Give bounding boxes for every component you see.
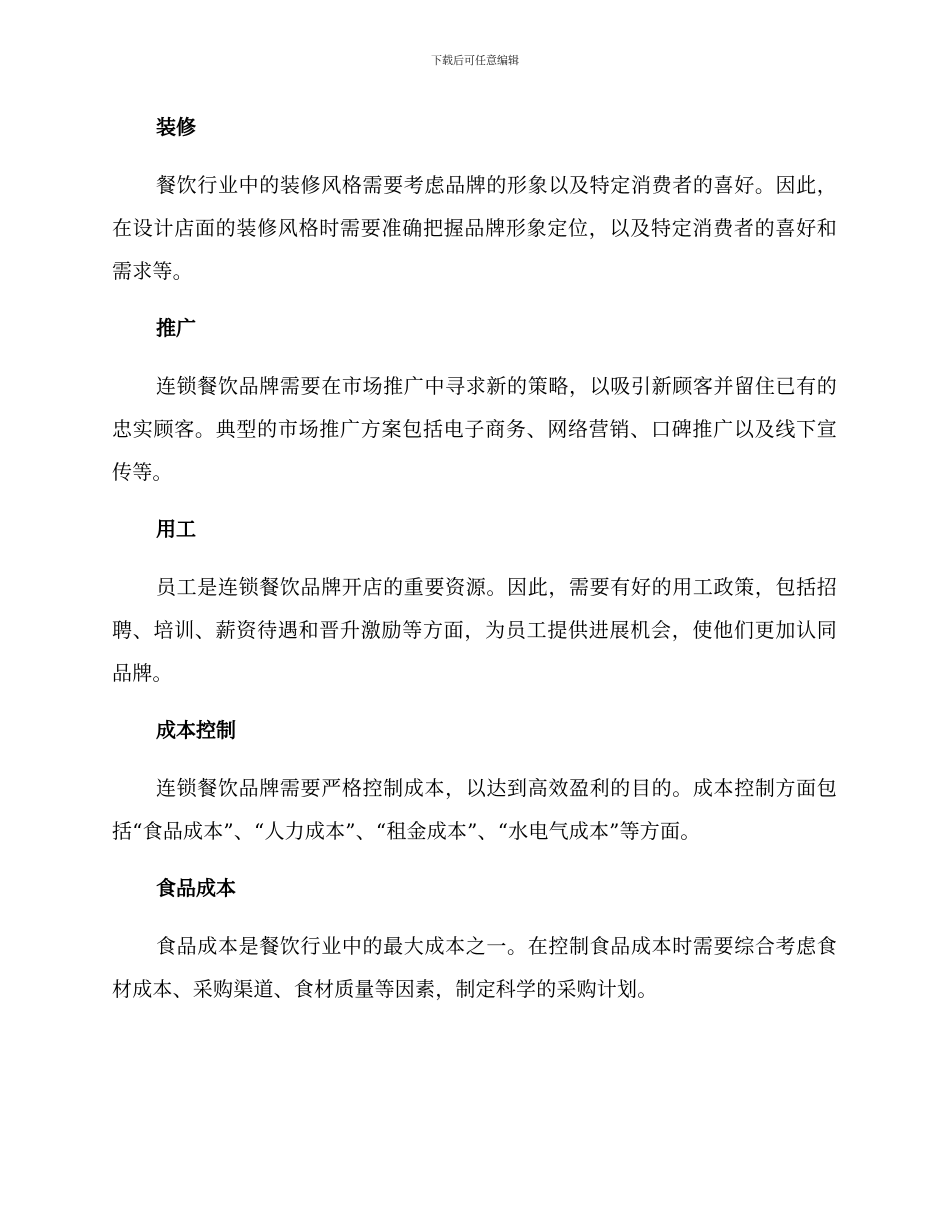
section-body-renovation: 餐饮行业中的装修风格需要考虑品牌的形象以及特定消费者的喜好。因此，在设计店面的装修风格时需要准确把握品牌形象定位，以及特定消费者的喜好和需求等。 <box>112 173 837 283</box>
section-heading-cost-control: 成本控制 <box>156 718 236 742</box>
section-body-promotion: 连锁餐饮品牌需要在市场推广中寻求新的策略，以吸引新顾客并留住已有的忠实顾客。典型的市场推广方案包括电子商务、网络营销、口碑推广以及线下宣传等。 <box>112 374 837 484</box>
section-body-food-cost: 食品成本是餐饮行业中的最大成本之一。在控制食品成本时需要综合考虑食材成本、采购渠道、食材质量等因素，制定科学的采购计划。 <box>112 934 837 1001</box>
section-food-cost <box>112 869 837 1011</box>
document-content <box>112 108 837 1027</box>
section-promotion <box>112 309 837 494</box>
section-heading-staffing: 用工 <box>156 517 196 541</box>
section-cost-control <box>112 711 837 853</box>
page-header: 下载后可任意编辑 <box>431 54 519 67</box>
section-staffing <box>112 510 837 695</box>
section-renovation <box>112 108 837 293</box>
section-body-cost-control: 连锁餐饮品牌需要严格控制成本，以达到高效盈利的目的。成本控制方面包括“食品成本”、“人力成本”、“租金成本”、“水电气成本”等方面。 <box>112 776 837 843</box>
section-heading-promotion: 推广 <box>156 316 196 340</box>
section-heading-renovation: 装修 <box>156 115 196 139</box>
section-heading-food-cost: 食品成本 <box>156 876 236 900</box>
section-body-staffing: 员工是连锁餐饮品牌开店的重要资源。因此，需要有好的用工政策，包括招聘、培训、薪资待遇和晋升激励等方面，为员工提供进展机会，使他们更加认同品牌。 <box>112 575 837 685</box>
